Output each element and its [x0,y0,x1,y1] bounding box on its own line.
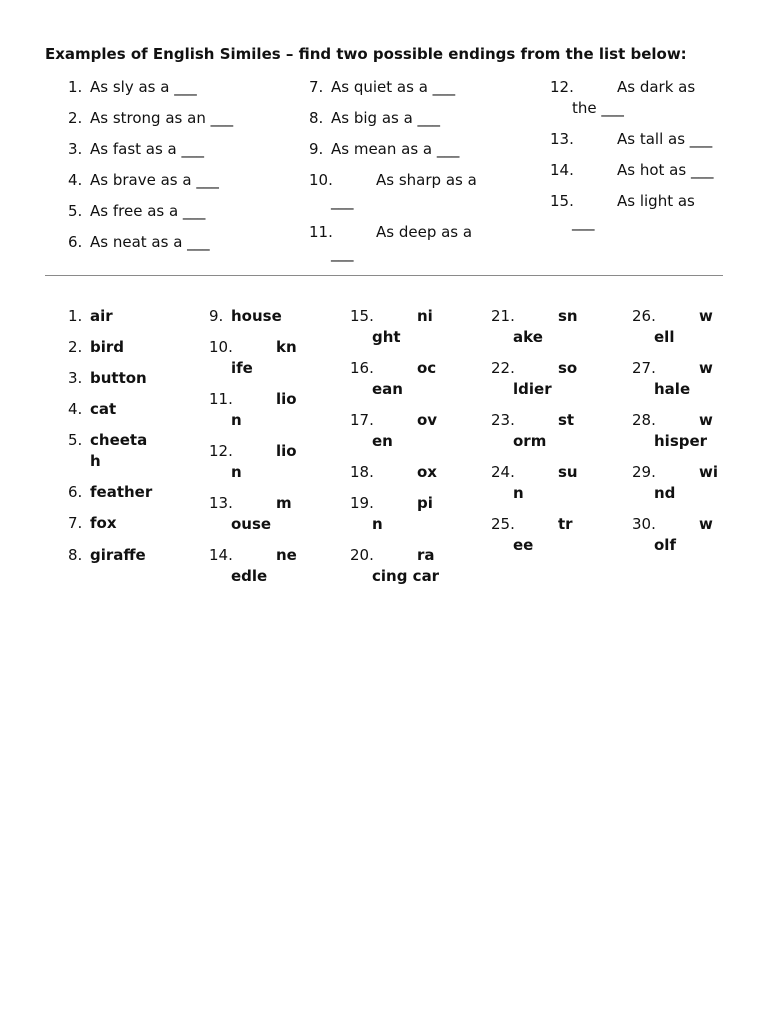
word-number: 12. [209,442,233,460]
simile-text: As hot as ___ [617,161,714,179]
simile-number: 10. [309,171,333,189]
word-text-wrap: n [372,515,383,533]
word-text-wrap: edle [231,567,268,585]
word-text: w [699,359,713,377]
worksheet-title: Examples of English Similes – find two possible endings from the list below: [45,45,687,63]
simile-text: As deep as a [376,223,473,241]
word-number: 3. [68,369,83,387]
word-text-wrap: cing car [372,567,440,585]
simile-number: 3. [68,140,83,158]
word-number: 28. [632,411,656,429]
word-text-wrap: ell [654,328,675,346]
word-text: tr [558,515,573,533]
simile-text: As sly as a ___ [90,78,197,96]
simile-text: As brave as a ___ [90,171,219,189]
word-number: 8. [68,546,83,564]
word-number: 5. [68,431,83,449]
word-text: giraffe [90,546,146,564]
word-number: 13. [209,494,233,512]
word-text: cheeta [90,431,148,449]
word-number: 6. [68,483,83,501]
word-text: lio [276,442,297,460]
word-text: ne [276,546,297,564]
word-text: so [558,359,578,377]
word-text-wrap: orm [513,432,547,450]
simile-number: 7. [309,78,324,96]
word-text-wrap: olf [654,536,676,554]
word-number: 10. [209,338,233,356]
word-text-wrap: h [90,452,101,470]
simile-text-wrap: ___ [331,192,354,210]
word-text: oc [417,359,437,377]
word-number: 22. [491,359,515,377]
word-text-wrap: n [231,463,242,481]
simile-text-wrap: ___ [331,244,354,262]
word-text: feather [90,483,153,501]
word-text: lio [276,390,297,408]
word-number: 25. [491,515,515,533]
word-number: 9. [209,307,224,325]
simile-number: 6. [68,233,83,251]
simile-number: 9. [309,140,324,158]
word-text-wrap: ght [372,328,401,346]
simile-text: As sharp as a [376,171,477,189]
word-number: 29. [632,463,656,481]
word-number: 30. [632,515,656,533]
word-text: ni [417,307,433,325]
word-text-wrap: en [372,432,393,450]
simile-number: 13. [550,130,574,148]
words-column-4 [491,307,621,567]
simile-text: As mean as a ___ [331,140,460,158]
word-text-wrap: ee [513,536,534,554]
simile-number: 2. [68,109,83,127]
words-column-2 [209,307,339,587]
word-text-wrap: ouse [231,515,272,533]
words-column-5 [632,307,732,567]
simile-number: 8. [309,109,324,127]
word-text: house [231,307,282,325]
word-number: 14. [209,546,233,564]
word-text-wrap: ldier [513,380,552,398]
simile-number: 15. [550,192,574,210]
word-text: m [276,494,292,512]
word-text: bird [90,338,125,356]
word-text-wrap: ean [372,380,403,398]
word-text: ov [417,411,438,429]
word-text-wrap: nd [654,484,676,502]
simile-number: 14. [550,161,574,179]
word-text: pi [417,494,433,512]
word-text: air [90,307,113,325]
simile-number: 1. [68,78,83,96]
word-number: 21. [491,307,515,325]
simile-text: As quiet as a ___ [331,78,456,96]
word-number: 11. [209,390,233,408]
word-text-wrap: ife [231,359,253,377]
simile-number: 4. [68,171,83,189]
word-number: 18. [350,463,374,481]
word-number: 27. [632,359,656,377]
word-number: 1. [68,307,83,325]
simile-text: As fast as a ___ [90,140,205,158]
word-text: w [699,411,713,429]
word-text: su [558,463,578,481]
word-number: 17. [350,411,374,429]
word-number: 4. [68,400,83,418]
similes-column-3 [550,78,730,248]
word-text-wrap: hisper [654,432,708,450]
simile-text: As strong as an ___ [90,109,234,127]
word-text: sn [558,307,578,325]
word-text-wrap: hale [654,380,691,398]
section-divider [45,275,723,276]
words-column-1 [68,307,198,567]
word-text-wrap: ake [513,328,543,346]
word-number: 15. [350,307,374,325]
simile-text: As free as a ___ [90,202,206,220]
simile-text-wrap: the ___ [572,99,624,117]
similes-column-1 [68,78,298,258]
simile-text-wrap: ___ [572,213,595,231]
word-text-wrap: n [231,411,242,429]
word-text-wrap: n [513,484,524,502]
simile-number: 11. [309,223,333,241]
simile-text: As tall as ___ [617,130,713,148]
word-text: cat [90,400,117,418]
simile-text: As light as [617,192,695,210]
simile-text: As big as a ___ [331,109,441,127]
word-number: 7. [68,514,83,532]
word-number: 26. [632,307,656,325]
word-text: kn [276,338,297,356]
word-number: 2. [68,338,83,356]
words-column-3 [350,307,485,587]
word-text: w [699,515,713,533]
word-number: 24. [491,463,515,481]
simile-number: 12. [550,78,574,96]
simile-number: 5. [68,202,83,220]
word-text: button [90,369,147,387]
word-text: st [558,411,575,429]
simile-text: As neat as a ___ [90,233,210,251]
word-number: 19. [350,494,374,512]
word-number: 20. [350,546,374,564]
similes-column-2 [309,78,539,268]
word-number: 16. [350,359,374,377]
word-text: fox [90,514,117,532]
word-text: w [699,307,713,325]
word-text: ra [417,546,435,564]
word-number: 23. [491,411,515,429]
word-text: wi [699,463,718,481]
word-text: ox [417,463,437,481]
simile-text: As dark as [617,78,696,96]
